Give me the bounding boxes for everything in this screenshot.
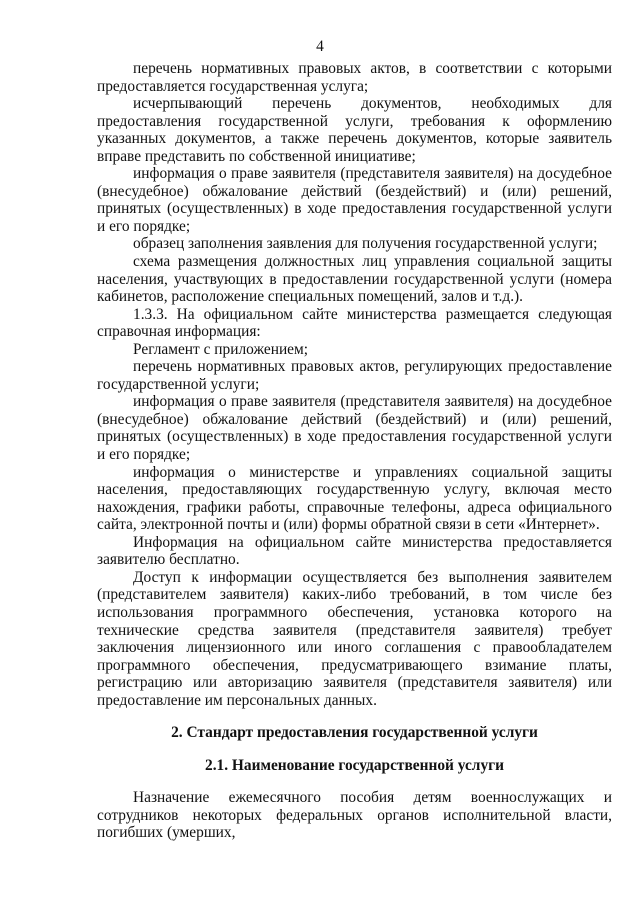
paragraph: Регламент с приложением;	[133, 340, 309, 358]
paragraph: Информация на официальном сайте министерства предоставляется заявителю бесплатно.	[97, 533, 612, 569]
section-heading: 2. Стандарт предоставления государственной услуги	[171, 724, 538, 742]
paragraph: образец заполнения заявления для получения государственной услуги;	[133, 235, 598, 253]
paragraph: схема размещения должностных лиц управления социальной защиты населения, участвующих в предоставлении государственной услуги (номера кабинетов, расположение специальных помещений, залов и т.д.).	[97, 253, 612, 306]
page-number: 4	[316, 38, 324, 55]
paragraph: информация о праве заявителя (представителя заявителя) на досудебное (внесудебное) обжалование действий (бездействий) и (или) решений, принятых (осуществленных) в ходе предоставления государственной услуги и его порядке;	[97, 165, 612, 235]
paragraph: исчерпывающий перечень документов, необходимых для предоставления государственной услуги, требования к оформлению указанных документов, а также перечень документов, которые заявитель вправе представить по собственной инициативе;	[97, 95, 612, 165]
document-body	[97, 60, 612, 842]
paragraph: Доступ к информации осуществляется без выполнения заявителем (представителем заявителя) каких-либо требований, в том числе без использования программного обеспечения, установка которого на технические средства заявителя (представителя заявителя) требует заключения лицензионного или иного соглашения с правообладателем программного обеспечения, предусматривающего взимание платы, регистрацию или авторизацию заявителя (представителя заявителя) или предоставление им персональных данных.	[97, 568, 612, 709]
subsection-heading: 2.1. Наименование государственной услуги	[205, 756, 504, 774]
spacer	[97, 709, 612, 724]
spacer	[97, 774, 612, 789]
paragraph: информация о министерстве и управлениях социальной защиты населения, предоставляющих государственную услугу, включая место нахождения, графики работы, справочные телефоны, адреса официального сайта, электронной почты и (или) формы обратной связи в сети «Интернет».	[97, 463, 612, 534]
paragraph: перечень нормативных правовых актов, регулирующих предоставление государственной услуги;	[97, 358, 612, 393]
paragraph: 1.3.3. На официальном сайте министерства размещается следующая справочная информация:	[97, 305, 612, 341]
paragraph: Назначение ежемесячного пособия детям военнослужащих и сотрудников некоторых федеральных органов исполнительной власти, погибших (умерших,	[97, 789, 612, 842]
paragraph: перечень нормативных правовых актов, в соответствии с которыми предоставляется государственная услуга;	[97, 60, 612, 95]
paragraph: информация о праве заявителя (представителя заявителя) на досудебное (внесудебное) обжалование действий (бездействий) и (или) решений, принятых (осуществленных) в ходе предоставления государственной услуги и его порядке;	[97, 393, 612, 464]
spacer	[97, 742, 612, 757]
